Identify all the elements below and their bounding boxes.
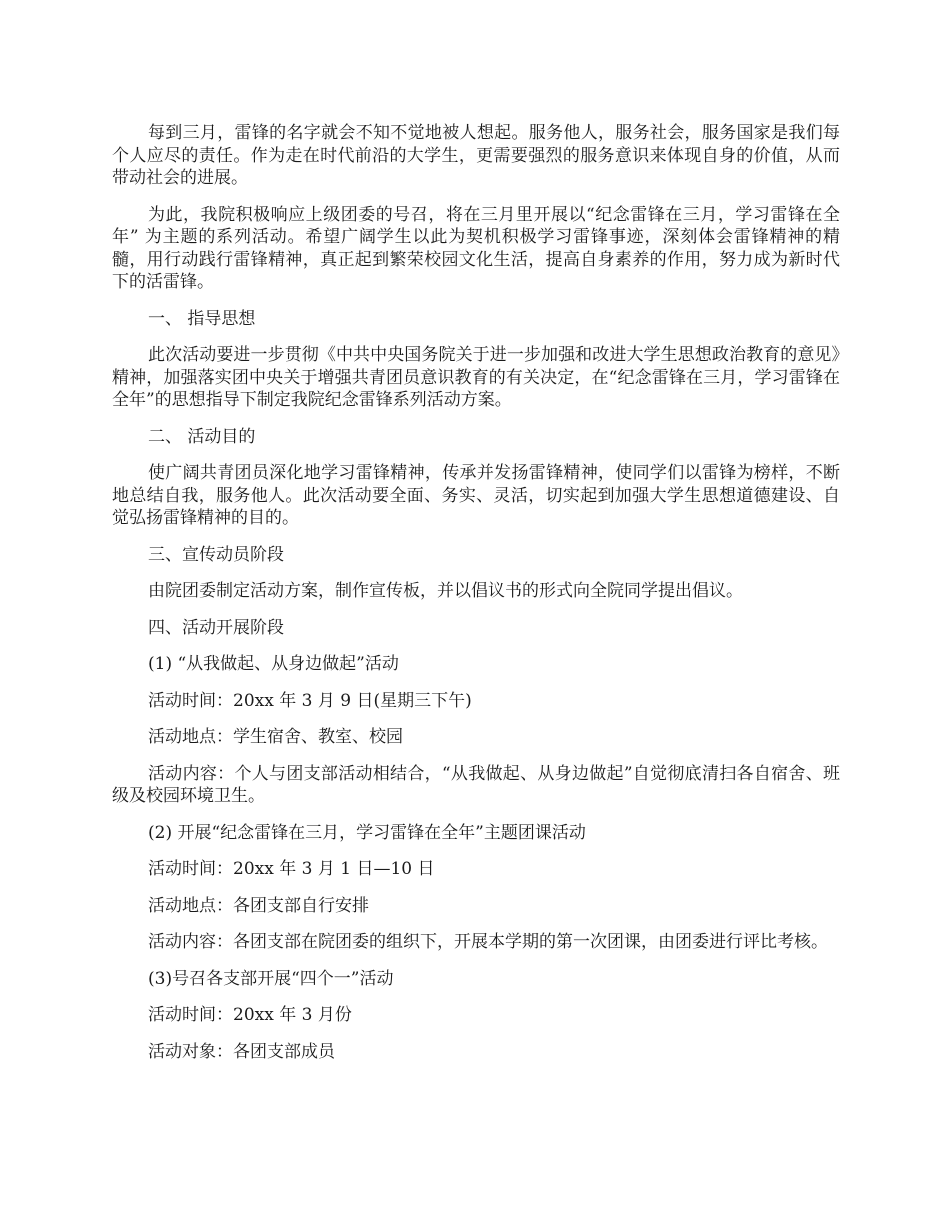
paragraph-guiding-ideology: 此次活动要进一步贯彻《中共中央国务院关于进一步加强和改进大学生思想政治教育的意见》精神，加强落实团中央关于增强共青团员意识教育的有关决定，在“纪念雷锋在三月，学习雷锋在全年”的思想指导下制定我院纪念雷锋系列活动方案。 xyxy=(112,345,840,410)
section-heading-activity-stage: 四、活动开展阶段 xyxy=(148,617,284,638)
paragraph-publicity-stage: 由院团委制定活动方案，制作宣传板，并以倡议书的形式向全院同学提出倡议。 xyxy=(148,581,743,601)
paragraph-activity-goal: 使广阔共青团员深化地学习雷锋精神，传承并发扬雷锋精神，使同学们以雷锋为榜样，不断地总结自我，服务他人。此次活动要全面、务实、灵活，切实起到加强大学生思想道德建设、自觉弘扬雷锋精神的目的。 xyxy=(112,463,840,528)
paragraph-purpose: 为此，我院积极响应上级团委的号召，将在三月里开展以“纪念雷锋在三月，学习雷锋在全年” 为主题的系列活动。希望广阔学生以此为契机积极学习雷锋事迹，深刻体会雷锋精神的精髓，用行动践行雷锋精神，真正起到繁荣校园文化生活，提高自身素养的作用，努力成为新时代下的活雷锋。 xyxy=(112,204,840,292)
section-heading-publicity-stage: 三、宣传动员阶段 xyxy=(148,544,284,565)
activity-2-time: 活动时间：20xx 年 3 月 1 日—10 日 xyxy=(148,859,435,879)
activity-1-time: 活动时间：20xx 年 3 月 9 日(星期三下午) xyxy=(148,690,472,711)
activity-1-title: (1) “从我做起、从身边做起”活动 xyxy=(148,654,399,674)
activity-2-title: (2) 开展“纪念雷锋在三月，学习雷锋在全年”主题团课活动 xyxy=(148,822,586,843)
activity-3-title: (3)号召各支部开展“四个一”活动 xyxy=(148,968,394,989)
section-heading-activity-goal: 二、 活动目的 xyxy=(148,426,256,447)
activity-3-participants: 活动对象：各团支部成员 xyxy=(148,1041,335,1062)
document-body xyxy=(112,122,840,1063)
activity-2-location: 活动地点：各团支部自行安排 xyxy=(148,895,369,916)
activity-1-location: 活动地点：学生宿舍、教室、校园 xyxy=(148,727,403,747)
activity-2-content: 活动内容：各团支部在院团委的组织下，开展本学期的第一次团课，由团委进行评比考核。 xyxy=(148,932,828,952)
section-heading-guiding-ideology: 一、 指导思想 xyxy=(148,308,256,329)
activity-1-content: 活动内容：个人与团支部活动相结合，“从我做起、从身边做起”自觉彻底清扫各自宿舍、班级及校园环境卫生。 xyxy=(112,763,840,806)
paragraph-intro: 每到三月，雷锋的名字就会不知不觉地被人想起。服务他人，服务社会，服务国家是我们每个人应尽的责任。作为走在时代前沿的大学生，更需要强烈的服务意识来体现自身的价值，从而带动社会的进展。 xyxy=(112,123,840,188)
activity-3-time: 活动时间：20xx 年 3 月份 xyxy=(148,1005,352,1025)
